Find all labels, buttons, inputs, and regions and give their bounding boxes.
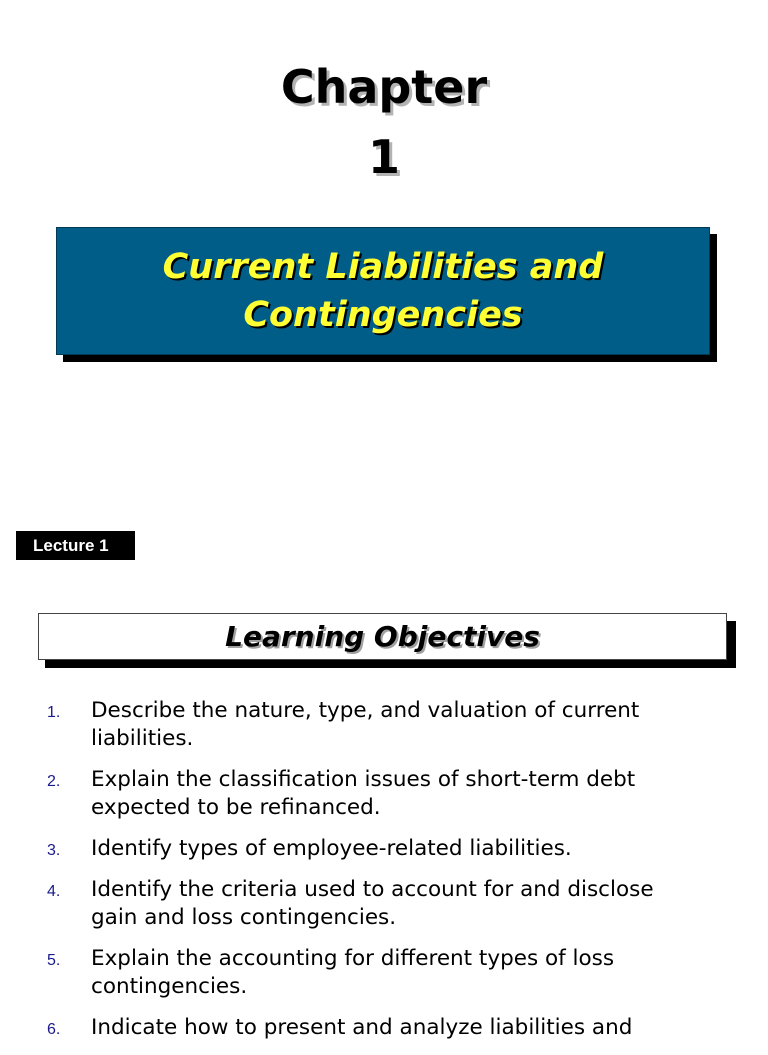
objective-text: Describe the nature, type, and valuation of current liabilities.	[91, 698, 640, 751]
objective-item	[0, 766, 768, 822]
chapter-title-line-1: Current Liabilities and	[162, 247, 604, 287]
lecture-badge: Lecture 1	[16, 531, 135, 560]
objective-text: Identify types of employee-related liabilities.	[91, 836, 572, 861]
objective-item	[0, 697, 768, 753]
learning-objectives-heading: Learning Objectives	[225, 620, 540, 653]
objective-item	[0, 835, 768, 863]
title-box	[56, 227, 710, 355]
objective-text: Indicate how to present and analyze liabilities and	[91, 1015, 633, 1040]
objective-text: Explain the accounting for different types of loss contingencies.	[91, 946, 615, 999]
chapter-word: Chapter	[280, 60, 488, 114]
objective-number: 4.	[47, 883, 61, 900]
objectives-list	[0, 697, 768, 1055]
learning-objectives-box	[38, 613, 727, 660]
chapter-heading	[0, 52, 768, 192]
objective-text: Identify the criteria used to account for and disclose gain and loss contingencies.	[91, 877, 654, 930]
chapter-number: 1	[367, 130, 400, 184]
objective-number: 5.	[47, 952, 61, 969]
objective-number: 6.	[47, 1021, 61, 1038]
objective-number: 1.	[47, 704, 61, 721]
chapter-title-line-2: Contingencies	[243, 295, 523, 335]
objective-text: Explain the classification issues of short-term debt expected to be refinanced.	[91, 767, 636, 820]
chapter-title	[143, 243, 624, 339]
objective-item	[0, 876, 768, 932]
objective-number: 3.	[47, 842, 61, 859]
objective-item	[0, 945, 768, 1001]
objective-number: 2.	[47, 773, 61, 790]
objective-item	[0, 1014, 768, 1042]
